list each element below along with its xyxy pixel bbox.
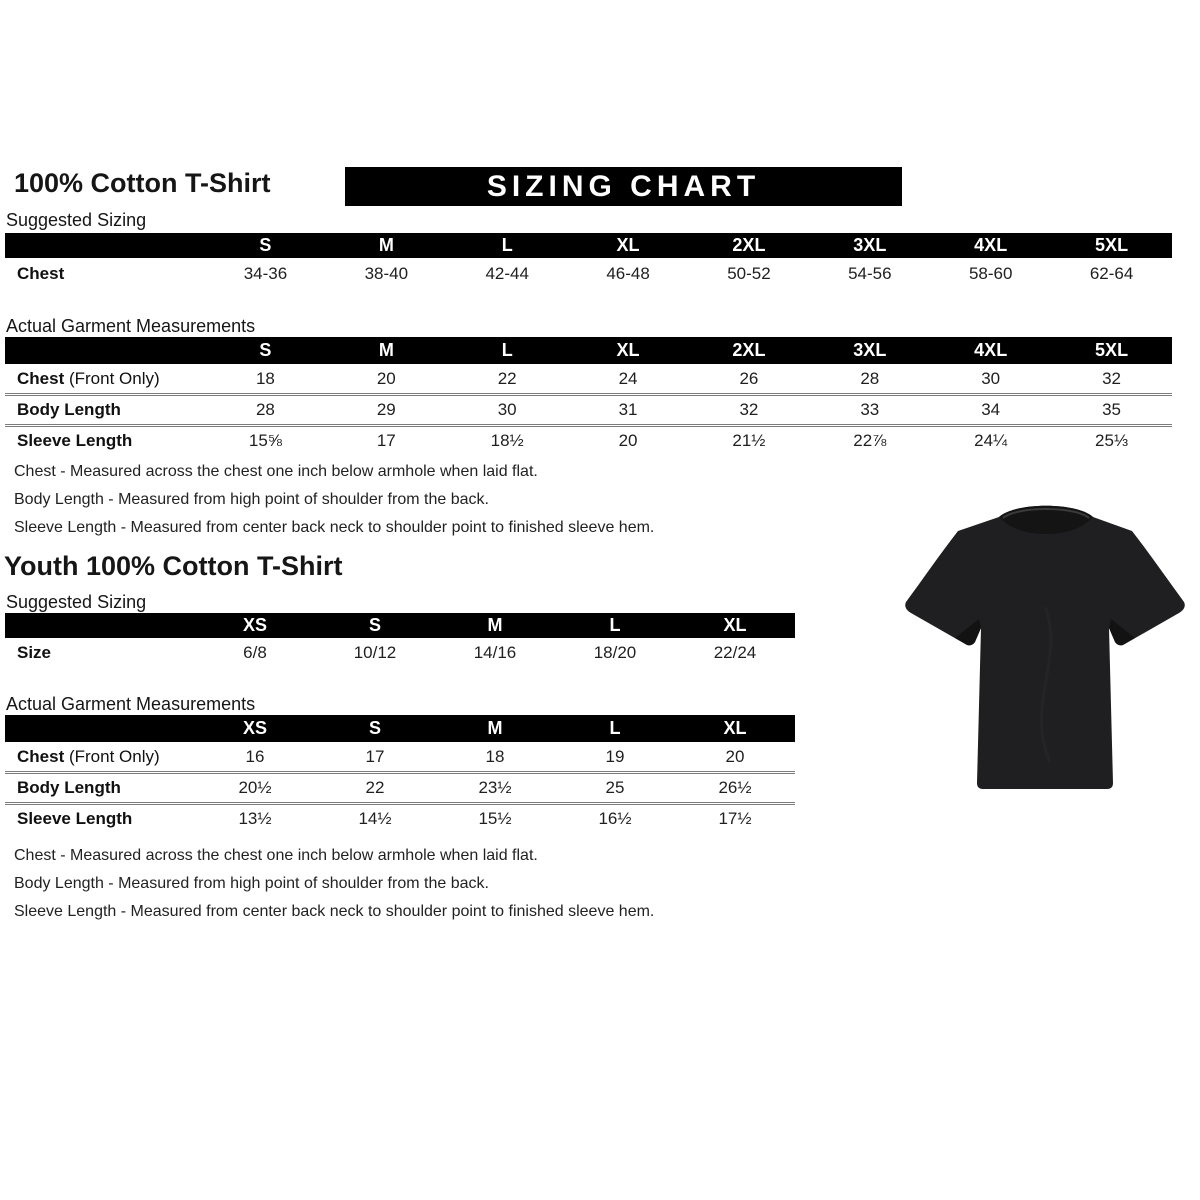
row-label: Chest: [17, 263, 65, 283]
column-header: S: [368, 718, 381, 738]
youth-page-title: Youth 100% Cotton T-Shirt: [4, 551, 343, 581]
youth-suggested-header-row: [5, 613, 795, 638]
cell: 54-56: [848, 263, 892, 283]
cell: 29: [376, 400, 396, 419]
cell: 16½: [598, 809, 632, 828]
youth-sleeve-length-row: [5, 802, 795, 833]
cell: 6/8: [243, 643, 267, 662]
row-label: Sleeve Length: [17, 431, 133, 450]
row-label-main: Chest: [17, 746, 65, 766]
youth-chest-row: [5, 742, 795, 771]
youth-actual-header-row: [5, 715, 795, 742]
row-label: Body Length: [17, 400, 121, 419]
column-header: S: [259, 340, 272, 360]
column-header: 5XL: [1095, 235, 1129, 255]
cell: 31: [618, 400, 638, 419]
column-header: 4XL: [974, 340, 1008, 360]
adult-suggested-table: [5, 233, 1172, 289]
cell: 23½: [478, 778, 512, 797]
cell: 18½: [490, 431, 524, 450]
cell: 20½: [238, 778, 272, 797]
cell: 15⅝: [248, 431, 282, 450]
cell: 14/16: [473, 643, 517, 662]
column-header: L: [501, 235, 513, 255]
note-chest: Chest - Measured across the chest one inch below armhole when laid flat.: [14, 463, 538, 480]
cell: 25⅓: [1095, 431, 1129, 450]
cell: 38-40: [364, 263, 409, 283]
cell: 14½: [358, 809, 392, 828]
column-header: L: [501, 340, 513, 360]
column-header: XL: [616, 235, 640, 255]
cell: 34-36: [243, 263, 288, 283]
youth-actual-table: [5, 715, 795, 833]
page-title: 100% Cotton T-Shirt: [14, 168, 271, 198]
cell: 22: [497, 368, 517, 388]
column-header: 3XL: [853, 340, 887, 360]
adult-actual-measurements-label: Actual Garment Measurements: [6, 316, 256, 336]
sizing-chart-banner: SIZING CHART: [345, 167, 902, 206]
column-header: 2XL: [732, 340, 766, 360]
cell: 20: [725, 746, 745, 766]
cell: 32: [739, 400, 759, 419]
column-header: XL: [723, 615, 747, 635]
note-body-length: Body Length - Measured from high point of shoulder from the back.: [14, 875, 489, 892]
cell: 62-64: [1089, 263, 1134, 283]
youth-size-row: [5, 638, 795, 668]
row-label-main: Chest: [17, 368, 65, 388]
youth-measurement-notes: [14, 842, 654, 926]
youth-suggested-sizing-label: Suggested Sizing: [6, 592, 147, 612]
cell: 28: [255, 400, 275, 419]
cell: 20: [618, 431, 638, 450]
column-header: L: [609, 615, 621, 635]
adult-chest-row: [5, 364, 1172, 393]
column-header: M: [378, 340, 394, 360]
column-header: XL: [616, 340, 640, 360]
note-body-length: Body Length - Measured from high point of shoulder from the back.: [14, 491, 489, 508]
cell: 20: [376, 368, 396, 388]
cell: 46-48: [606, 263, 650, 283]
column-header: XS: [242, 615, 267, 635]
cell: 24: [618, 368, 638, 388]
adult-sleeve-length-row: [5, 424, 1172, 455]
row-label: Sleeve Length: [17, 809, 133, 828]
cell: 25: [605, 778, 625, 797]
cell: 17½: [718, 809, 752, 828]
column-header: M: [487, 615, 503, 635]
note-sleeve-length: Sleeve Length - Measured from center back neck to shoulder point to finished sleeve hem.: [14, 903, 655, 920]
column-header: S: [368, 615, 381, 635]
cell: 10/12: [353, 643, 397, 662]
cell: 18: [255, 368, 275, 388]
adult-chest-range-row: [5, 258, 1172, 289]
column-header: XS: [242, 718, 267, 738]
adult-actual-table: [5, 337, 1172, 455]
cell: 34: [981, 400, 1001, 419]
note-sleeve-length: Sleeve Length - Measured from center back neck to shoulder point to finished sleeve hem.: [14, 519, 655, 536]
column-header: 5XL: [1095, 340, 1129, 360]
tshirt-photo: [895, 487, 1197, 807]
cell: 18: [485, 746, 505, 766]
youth-actual-measurements-label: Actual Garment Measurements: [6, 694, 256, 714]
cell: 22: [365, 778, 385, 797]
cell: 26: [739, 368, 759, 388]
row-label: Body Length: [17, 778, 121, 797]
row-label: Size: [17, 643, 52, 662]
cell: 18/20: [593, 643, 637, 662]
column-header: 2XL: [732, 235, 766, 255]
tshirt-graphic: [895, 487, 1197, 807]
column-header: M: [378, 235, 394, 255]
cell: 21½: [732, 431, 766, 450]
row-label: [5, 747, 195, 767]
adult-actual-header-row: [5, 337, 1172, 364]
cell: 42-44: [485, 263, 529, 283]
cell: 30: [981, 368, 1001, 388]
row-label-suffix: (Front Only): [64, 368, 160, 388]
column-header: XL: [723, 718, 747, 738]
cell: 28: [860, 368, 880, 388]
cell: 19: [605, 746, 625, 766]
cell: 50-52: [727, 263, 771, 283]
column-header: 3XL: [853, 235, 887, 255]
cell: 33: [860, 400, 880, 419]
adult-suggested-sizing-label: Suggested Sizing: [6, 210, 147, 230]
row-label-suffix: (Front Only): [64, 746, 160, 766]
cell: 26½: [718, 778, 752, 797]
cell: 13½: [238, 809, 272, 828]
column-header: 4XL: [974, 235, 1008, 255]
adult-measurement-notes: [14, 458, 654, 542]
youth-body-length-row: [5, 771, 795, 802]
youth-suggested-table: [5, 613, 795, 668]
cell: 22/24: [713, 643, 757, 662]
column-header: S: [259, 235, 272, 255]
row-label: [5, 369, 205, 389]
note-chest: Chest - Measured across the chest one inch below armhole when laid flat.: [14, 847, 538, 864]
cell: 30: [497, 400, 517, 419]
cell: 16: [245, 746, 265, 766]
column-header: M: [487, 718, 503, 738]
adult-suggested-header-row: [5, 233, 1172, 258]
cell: 32: [1102, 368, 1122, 388]
cell: 17: [365, 746, 385, 766]
cell: 15½: [478, 809, 512, 828]
cell: 22⅞: [853, 431, 887, 450]
adult-body-length-row: [5, 393, 1172, 424]
column-header: L: [609, 718, 621, 738]
cell: 24¼: [974, 431, 1008, 450]
cell: 35: [1102, 400, 1122, 419]
cell: 58-60: [968, 263, 1013, 283]
cell: 17: [376, 431, 396, 450]
